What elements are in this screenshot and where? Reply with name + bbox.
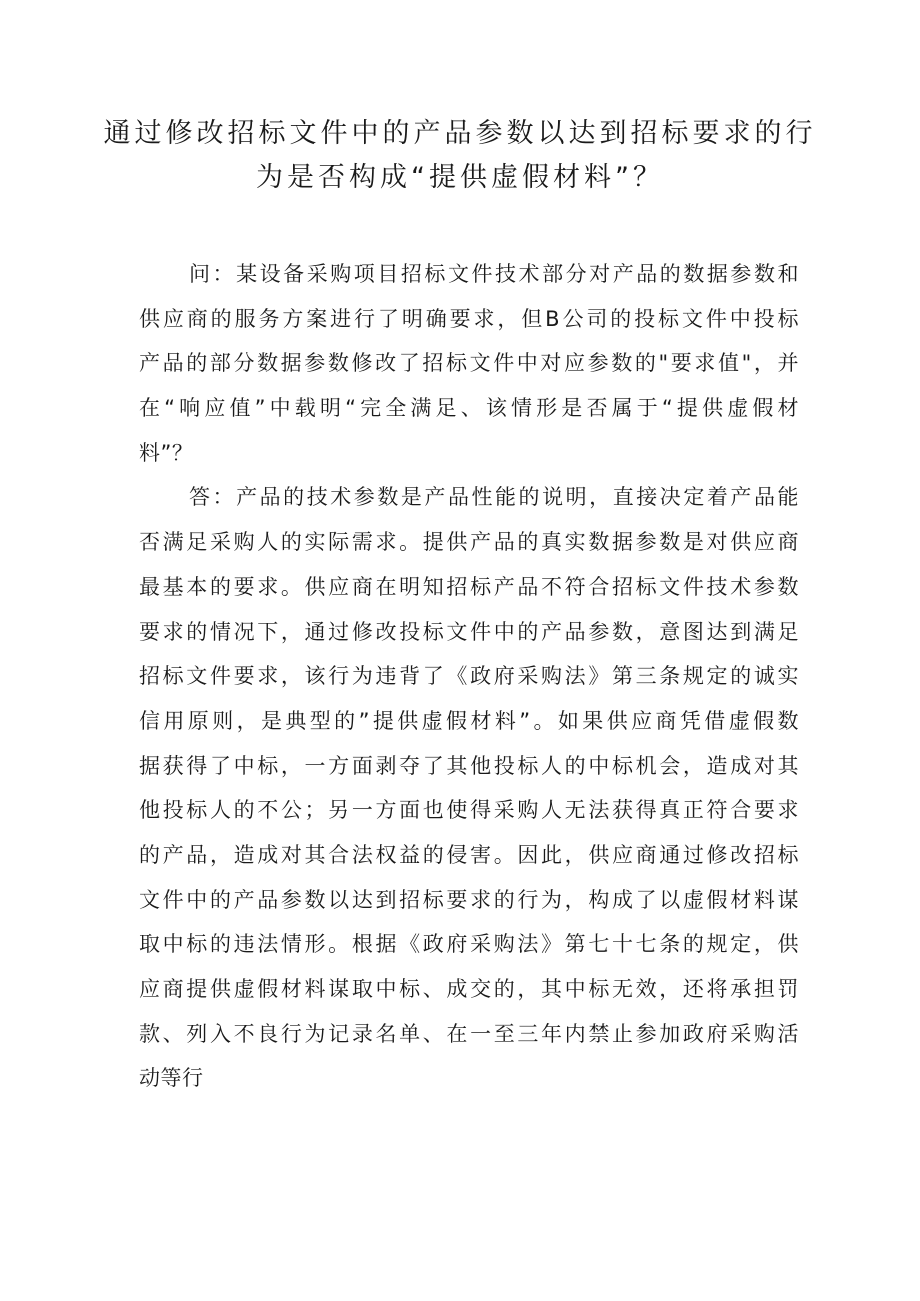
paragraph-line: 问：某设备采购项目招标文件技术部分对产品的数据参数和	[189, 262, 799, 286]
question-paragraph	[139, 252, 799, 475]
document-title	[100, 112, 820, 200]
paragraph-line: 文件中的产品参数以达到招标要求的行为，构成了以虚假材料谋	[139, 887, 799, 912]
paragraph-line: 的产品，造成对其合法权益的侵害。因此，供应商通过修改招标	[139, 842, 799, 867]
paragraph-line: 信用原则，是典型的”提供虚假材料”。如果供应商凭借虚假数	[139, 708, 799, 733]
paragraph-line: 应商提供虚假材料谋取中标、成交的，其中标无效，还将承担罚	[139, 977, 799, 1001]
answer-paragraph	[139, 475, 799, 1101]
paragraph-line: 料”？	[139, 440, 194, 465]
title-line: 为是否构成“提供虚假材料”？	[256, 162, 664, 193]
title-line: 通过修改招标文件中的产品参数以达到招标要求的行	[103, 118, 817, 149]
paragraph-line: 据获得了中标，一方面剥夺了其他投标人的中标机会，造成对其	[139, 753, 799, 778]
document-body	[139, 252, 799, 1101]
paragraph-line: 招标文件要求，该行为违背了《政府采购法》第三条规定的诚实	[139, 664, 799, 689]
paragraph-line: 在“响应值”中载明“完全满足、该情形是否属于“提供虚假材	[139, 396, 799, 421]
paragraph-line: 款、列入不良行为记录名单、在一至三年内禁止参加政府采购活	[139, 1021, 799, 1046]
paragraph-line: 否满足采购人的实际需求。提供产品的真实数据参数是对供应商	[139, 530, 799, 555]
paragraph-line: 供应商的服务方案进行了明确要求，但B公司的投标文件中投标	[139, 306, 799, 331]
paragraph-line: 要求的情况下，通过修改投标文件中的产品参数，意图达到满足	[139, 619, 799, 644]
paragraph-line: 他投标人的不公；另一方面也使得采购人无法获得真正符合要求	[139, 798, 799, 823]
paragraph-line: 产品的部分数据参数修改了招标文件中对应参数的"要求值"，并	[139, 351, 799, 376]
paragraph-line: 动等行	[139, 1066, 204, 1091]
paragraph-line: 答：产品的技术参数是产品性能的说明，直接决定着产品能	[189, 485, 799, 510]
paragraph-line: 最基本的要求。供应商在明知招标产品不符合招标文件技术参数	[139, 574, 799, 599]
paragraph-line: 取中标的违法情形。根据《政府采购法》第七十七条的规定，供	[139, 932, 799, 957]
